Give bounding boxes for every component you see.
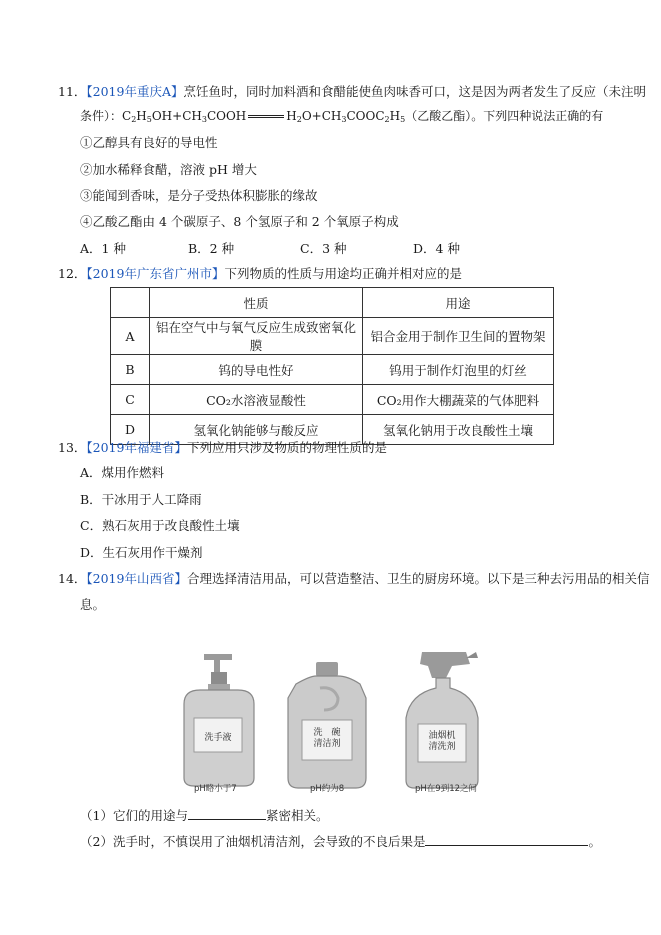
q13-stem: 13．【2019年福建省】下列应用只涉及物质的物理性质的是: [58, 440, 387, 455]
q12-stem: 12．【2019年广东省广州市】下列物质的性质与用途均正确并相对应的是: [58, 266, 462, 281]
q12-number: 12．: [58, 266, 87, 281]
product-label-2: 洗 碗 清洁剂: [313, 728, 341, 749]
q11-item-1: ①乙醇具有良好的导电性: [80, 135, 218, 150]
table-row: B 钨的导电性好 钨用于制作灯泡里的灯丝: [111, 355, 554, 385]
q11-stem-line1: [58, 84, 646, 100]
q12-source: 【2019年广东省广州市】: [86, 266, 225, 281]
q13-number: 13．: [58, 440, 87, 455]
product-ph-2: pH约为8: [310, 784, 345, 794]
q11-option-a: A．1 种: [80, 241, 126, 256]
q13-option-d: D．生石灰用作干燥剂: [80, 545, 203, 560]
bottles-illustration: [170, 648, 500, 796]
q13-option-b: B．干冰用于人工降雨: [80, 492, 202, 507]
bottles-figure: [170, 648, 500, 796]
q14-number: 14．: [58, 571, 87, 586]
table-row: A 铝在空气中与氧气反应生成致密氧化膜 铝合金用于制作卫生间的置物架: [111, 318, 554, 355]
q11-stem1: 烹饪鱼时，同时加料酒和食醋能使鱼肉味香可口，这是因为两者发生了反应（未注明: [183, 84, 647, 99]
product-ph-3: pH在9到12之间: [415, 784, 478, 794]
product-label-3: 油烟机 清洗剂: [428, 731, 456, 752]
q13-option-a: A．煤用作燃料: [80, 465, 165, 480]
table-row: D 氢氧化钠能够与酸反应 氢氧化钠用于改良酸性土壤: [111, 415, 554, 445]
q13-source: 【2019年福建省】: [86, 440, 187, 455]
q11-item-2: ②加水稀释食醋，溶液 pH 增大: [80, 162, 257, 177]
q11-equation-line: 条件）：$C_2H_5OH+CH_3COOH$ $H_2O+CH_3COOC_2H_5$（乙酸乙酯）。下列四种说法正确的有: [80, 109, 604, 124]
answer-blank-2[interactable]: [425, 832, 588, 846]
table-row: C CO₂水溶液显酸性 CO₂用作大棚蔬菜的气体肥料: [111, 385, 554, 415]
q11-source: 【2019年重庆A】: [86, 84, 184, 99]
q11-number: 11．: [58, 84, 87, 99]
q11-option-c: C．3 种: [300, 241, 347, 256]
product-label-1: 洗手液: [204, 733, 232, 743]
equals-sign: [248, 115, 284, 118]
q14-source: 【2019年山西省】: [86, 571, 187, 586]
dish-soap-bottle-icon: [288, 662, 366, 788]
q14-sub2: （2）洗手时，不慎误用了油烟机清洁剂，会导致的不良后果是 。: [80, 834, 601, 849]
q13-option-c: C．熟石灰用于改良酸性土壤: [80, 518, 240, 533]
table-header-row: 性质 用途: [111, 288, 554, 318]
q12-table: [110, 287, 554, 445]
q11-option-b: B．2 种: [188, 241, 235, 256]
q14-sub1: （1）它们的用途与 紧密相关。: [80, 808, 329, 823]
q11-item-4: ④乙酸乙酯由 4 个碳原子、8 个氢原子和 2 个氧原子构成: [80, 214, 399, 229]
q11-item-3: ③能闻到香味，是分子受热体积膨胀的缘故: [80, 188, 318, 203]
product-ph-1: pH略小于7: [194, 784, 237, 794]
q14-stem-line1: 14．【2019年山西省】合理选择清洁用品，可以营造整洁、卫生的厨房环境。以下是三种去污用品的相关信: [58, 571, 650, 586]
spray-bottle-icon: [406, 652, 478, 788]
answer-blank-1[interactable]: [188, 806, 266, 820]
hand-soap-bottle-icon: [184, 654, 254, 786]
q14-stem-line2: 息。: [80, 597, 106, 612]
q11-option-d: D．4 种: [413, 241, 460, 256]
